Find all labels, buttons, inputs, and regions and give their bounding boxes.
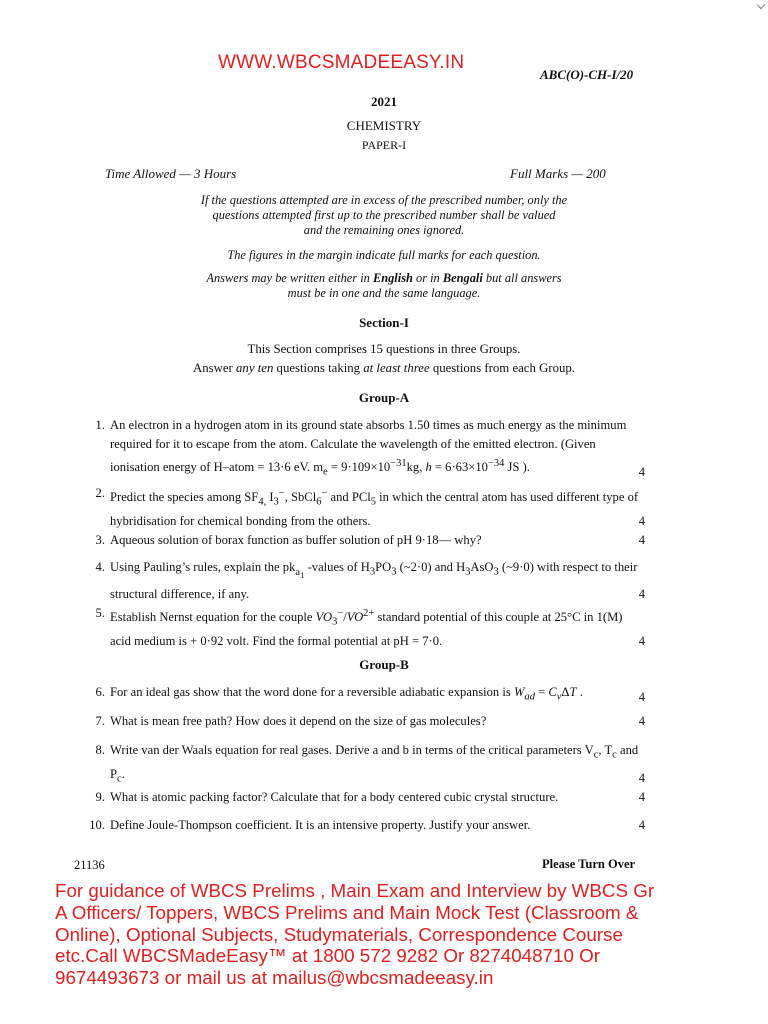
rule-text: Answer — [193, 361, 237, 375]
question-marks: 4 — [638, 771, 645, 786]
promo-line: For guidance of WBCS Prelims , Main Exam and Interview by WBCS Gr — [55, 880, 655, 901]
instruction-text: Answers may be written either in — [206, 271, 373, 285]
question-text: Write van der Waals equation for real gases. Derive a and b in terms of the critical parameters $V_c$, $T_c$ and $P_c$. — [110, 743, 639, 785]
question-3 — [85, 531, 645, 550]
question-number: 1. — [95, 418, 105, 432]
question-number: 3. — [95, 533, 105, 547]
instruction-text: or in — [412, 271, 443, 285]
question-7 — [85, 712, 645, 731]
question-marks: 4 — [638, 533, 645, 547]
rule-text: questions from each Group. — [429, 361, 575, 375]
question-number: 9. — [95, 790, 105, 804]
paper-code: ABC(O)-CH-I/20 — [540, 67, 634, 82]
question-text: For an ideal gas show that the word done for a reversible adiabatic expansion is $W_{ad} = C_v\Delta T$ . — [110, 685, 583, 703]
question-marks: 4 — [638, 464, 645, 479]
instruction-margin: The figures in the margin indicate full marks for each question. — [227, 248, 541, 262]
question-number: 4. — [95, 560, 105, 574]
question-6 — [85, 683, 645, 707]
promo-line: etc.Call WBCSMadeEasy™ at 1800 572 9282 Or 8274048710 Or — [55, 945, 600, 967]
question-text: Aqueous solution of borax function as buffer solution of pH 9·18— why? — [110, 533, 482, 547]
website-watermark[interactable]: WWW.WBCSMADEEASY.IN — [218, 52, 465, 73]
rule-text: questions taking — [273, 361, 364, 375]
rule-emphasis: at least three — [363, 361, 430, 375]
rule-emphasis: any ten — [236, 361, 274, 375]
question-number: 2. — [95, 486, 105, 500]
subject-title: CHEMISTRY — [346, 118, 422, 133]
instruction-text: but all answers — [482, 271, 562, 285]
instruction-line — [0, 271, 768, 286]
question-marks: 4 — [638, 689, 645, 704]
please-turn-over: Please Turn Over — [542, 857, 636, 871]
language-bengali: Bengali — [442, 271, 483, 285]
question-4 — [85, 558, 645, 604]
question-text: An electron in a hydrogen atom in its ground state absorbs 1.50 times as much energy as the minimum required for it to escape from the atom. Calculate the wavelength of the emitted electron. (Given ionisation energy of H–atom = 13·6 eV. $m_e = 9\cdot 109\times 10^{-31}kg$, $h = 6\cdot 63\times 10^{-34}$ JS ). — [110, 418, 627, 478]
paper-label: PAPER-I — [361, 138, 407, 152]
exam-year: 2021 — [371, 94, 397, 109]
question-marks: 4 — [638, 714, 645, 728]
question-marks: 4 — [638, 633, 645, 648]
question-marks: 4 — [638, 586, 645, 601]
question-text: Establish Nernst equation for the couple $VO_3^-/VO^{2+}$ standard potential of this couple at 25°C in 1(M) acid medium is + 0·92 volt. Find the formal potential at pH = 7·0. — [110, 608, 623, 648]
question-marks: 4 — [638, 818, 645, 832]
question-8 — [85, 741, 645, 788]
section-title: Section-I — [359, 315, 409, 330]
question-marks: 4 — [638, 790, 645, 804]
page-number: 21136 — [74, 858, 105, 872]
question-10 — [85, 816, 645, 835]
group-b-title: Group-B — [359, 657, 409, 672]
question-text: Using Pauling’s rules, explain the $pk_{a_1}$ -values of $H_3PO_3$ (~2·0) and $H_3AsO_3$ (~9·0) with respect to their structural difference, if any. — [110, 560, 638, 601]
question-text: What is atomic packing factor? Calculate that for a body centered cubic crystal structure. — [110, 790, 559, 804]
promo-line[interactable]: 9674493673 or mail us at mailus@wbcsmadeeasy.in — [55, 967, 494, 989]
question-number: 8. — [95, 743, 105, 757]
instruction-line: and the remaining ones ignored. — [303, 223, 465, 237]
instruction-language — [0, 271, 768, 301]
language-english: English — [372, 271, 413, 285]
question-text: Define Joule-Thompson coefficient. It is an intensive property. Justify your answer. — [110, 818, 531, 832]
question-9 — [85, 788, 645, 807]
promo-banner — [55, 880, 767, 989]
promo-line: A Officers/ Toppers, WBCS Prelims and Main Mock Test (Classroom & — [55, 901, 639, 923]
question-number: 10. — [89, 818, 105, 832]
question-marks: 4 — [638, 513, 645, 528]
question-1 — [85, 416, 645, 482]
question-text: Predict the species among $SF_{4,}$ $I_3^-$, SbCl$_6$− and PCl$_5$ in which the central atom has used different type of hybridisation for chemical bonding from the others. — [110, 488, 639, 528]
instruction-line: If the questions attempted are in excess of the prescribed number, only the — [200, 193, 568, 207]
question-2 — [85, 484, 645, 531]
time-allowed: Time Allowed — 3 Hours — [105, 166, 237, 181]
question-number: 7. — [95, 714, 105, 728]
section-answer-rule — [0, 361, 768, 376]
section-description: This Section comprises 15 questions in three Groups. — [247, 342, 521, 356]
question-number: 6. — [95, 685, 105, 699]
promo-line: Online), Optional Subjects, Studymaterials, Correspondence Course — [55, 923, 623, 945]
question-text: What is mean free path? How does it depend on the size of gas molecules? — [110, 714, 487, 728]
instruction-line: questions attempted first up to the prescribed number shall be valued — [212, 208, 556, 222]
instruction-line: must be in one and the same language. — [287, 286, 481, 300]
corner-mark — [757, 1, 765, 9]
group-a-title: Group-A — [358, 390, 410, 405]
question-number: 5. — [95, 606, 105, 620]
question-5 — [85, 604, 645, 651]
full-marks: Full Marks — 200 — [510, 166, 606, 181]
instruction-excess — [0, 193, 768, 238]
